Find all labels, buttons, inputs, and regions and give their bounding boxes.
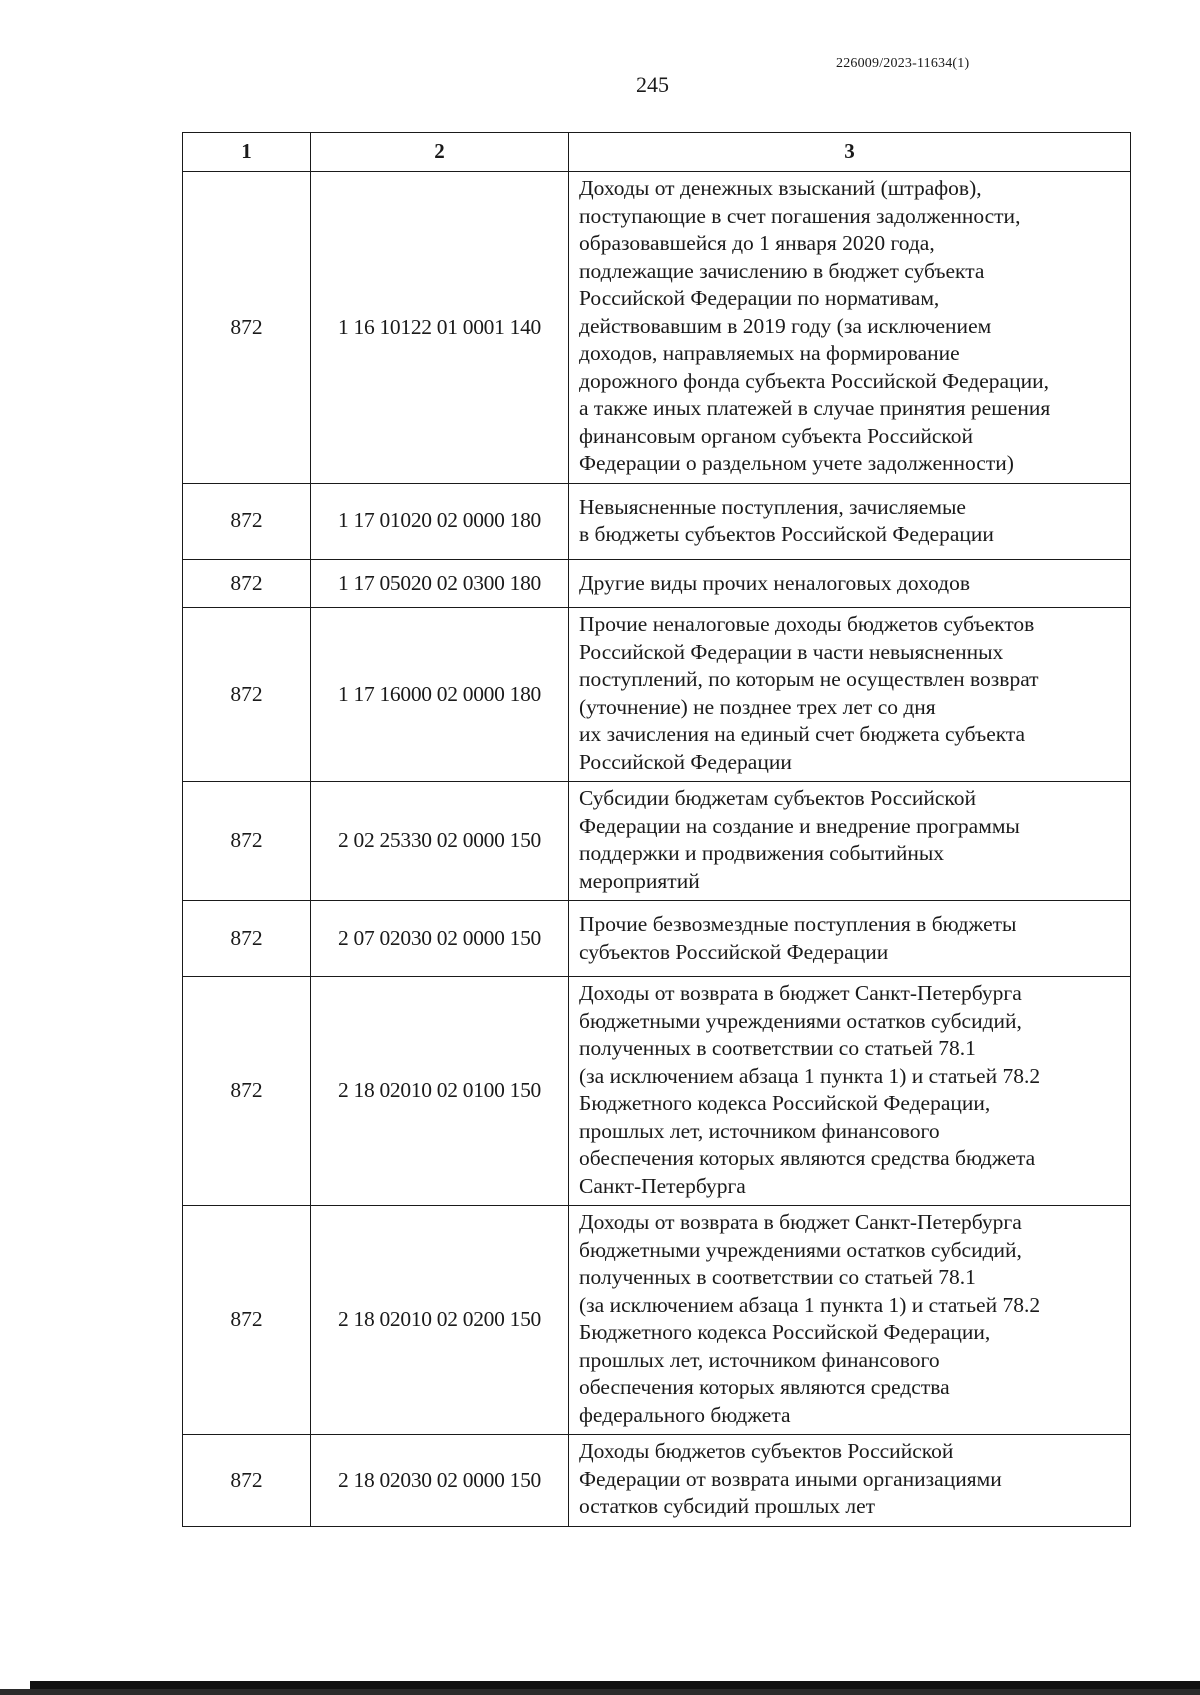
budget-code-cell: 2 18 02010 02 0200 150 [311,1206,569,1435]
admin-code-cell: 872 [183,1206,311,1435]
table-row [183,172,1131,484]
budget-code-cell: 2 07 02030 02 0000 150 [311,901,569,977]
description-cell: Доходы бюджетов субъектов Российской Федерации от возврата иными организациями остатков субсидий прошлых лет [569,1435,1131,1527]
column-header-1: 1 [183,133,311,172]
admin-code-cell: 872 [183,608,311,782]
admin-code-cell: 872 [183,977,311,1206]
budget-code-cell: 2 18 02030 02 0000 150 [311,1435,569,1527]
budget-code-cell: 1 16 10122 01 0001 140 [311,172,569,484]
description-cell: Прочие безвозмездные поступления в бюджеты субъектов Российской Федерации [569,901,1131,977]
budget-code-cell: 1 17 05020 02 0300 180 [311,559,569,608]
description-cell: Субсидии бюджетам субъектов Российской Федерации на создание и внедрение программы поддержки и продвижения событийных мероприятий [569,782,1131,901]
description-cell: Невыясненные поступления, зачисляемые в бюджеты субъектов Российской Федерации [569,483,1131,559]
budget-code-cell: 2 02 25330 02 0000 150 [311,782,569,901]
admin-code-cell: 872 [183,901,311,977]
table-row [183,483,1131,559]
table-row [183,782,1131,901]
description-cell: Доходы от возврата в бюджет Санкт-Петербурга бюджетными учреждениями остатков субсидий, полученных в соответствии со статьей 78.1 (за исключением абзаца 1 пункта 1) и статьей 78.2 Бюджетного кодекса Российской Федерации, прошлых лет, источником финансового обеспечения которых являются средства федерального бюджета [569,1206,1131,1435]
table-row [183,559,1131,608]
description-cell: Доходы от денежных взысканий (штрафов), поступающие в счет погашения задолженности, образовавшейся до 1 января 2020 года, подлежащие зачислению в бюджет субъекта Российской Федерации по нормативам, действовавшим в 2019 году (за исключением доходов, направляемых на формирование дорожного фонда субъекта Российской Федерации, а также иных платежей в случае принятия решения финансовым органом субъекта Российской Федерации о раздельном учете задолженности) [569,172,1131,484]
description-cell: Другие виды прочих неналоговых доходов [569,559,1131,608]
column-header-2: 2 [311,133,569,172]
page-number: 245 [636,72,669,97]
admin-code-cell: 872 [183,172,311,484]
admin-code-cell: 872 [183,782,311,901]
table-row [183,1435,1131,1527]
table-row [183,1206,1131,1435]
table-header-row [183,133,1131,172]
table-row [183,901,1131,977]
description-cell: Прочие неналоговые доходы бюджетов субъектов Российской Федерации в части невыясненных поступлений, по которым не осуществлен возврат (уточнение) не позднее трех лет со дня их зачисления на единый счет бюджета субъекта Российской Федерации [569,608,1131,782]
table-row [183,608,1131,782]
budget-code-cell: 1 17 01020 02 0000 180 [311,483,569,559]
admin-code-cell: 872 [183,1435,311,1527]
budget-code-cell: 2 18 02010 02 0100 150 [311,977,569,1206]
budget-code-cell: 1 17 16000 02 0000 180 [311,608,569,782]
column-header-3: 3 [569,133,1131,172]
scan-edge-line [0,1689,1200,1695]
admin-code-cell: 872 [183,483,311,559]
admin-code-cell: 872 [183,559,311,608]
scan-edge-band [30,1681,1200,1689]
description-cell: Доходы от возврата в бюджет Санкт-Петербурга бюджетными учреждениями остатков субсидий, полученных в соответствии со статьей 78.1 (за исключением абзаца 1 пункта 1) и статьей 78.2 Бюджетного кодекса Российской Федерации, прошлых лет, источником финансового обеспечения которых являются средства бюджета Санкт-Петербурга [569,977,1131,1206]
revenue-codes-table [182,132,1131,1527]
document-reference-number: 226009/2023-11634(1) [836,56,970,71]
table-row [183,977,1131,1206]
